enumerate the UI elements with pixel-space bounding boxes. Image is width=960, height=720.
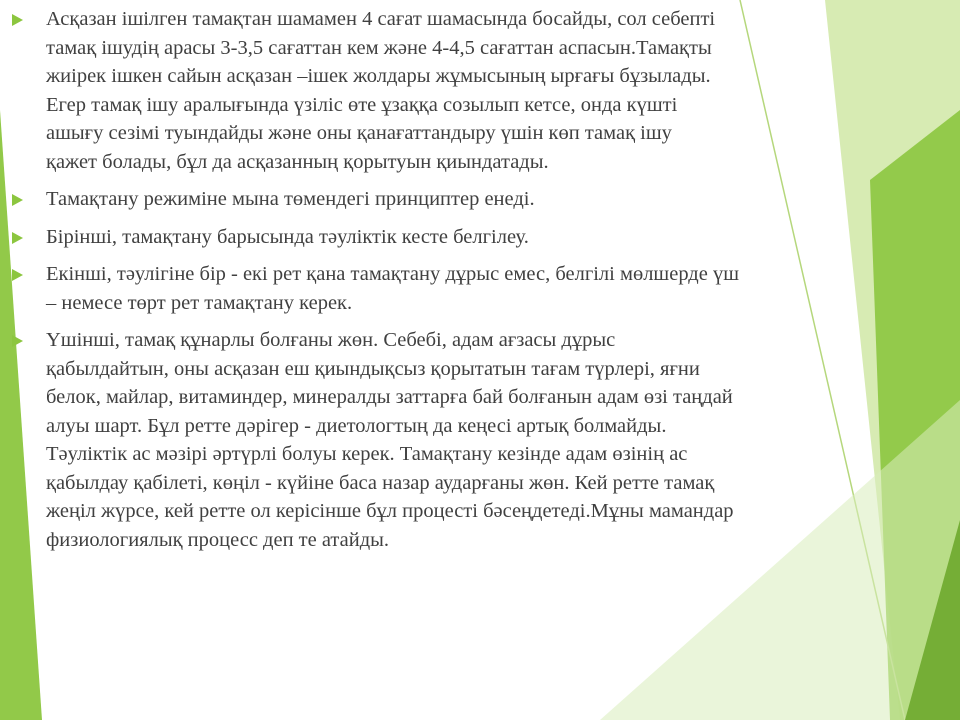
bullet-text-line: Тәуліктік ас мәзірі әртүрлі болуы керек. Тамақтану кезінде адам өзінің ас bbox=[46, 443, 688, 465]
triangle-bullet-icon bbox=[12, 194, 23, 206]
bullet-text-line: қажет болады, бұл да асқазанның қорытуын қиындатады. bbox=[46, 150, 549, 173]
bullet-text-line: алуы шарт. Бұл ретте дәрігер - диетологтың да кеңесі артық болмайды. bbox=[46, 414, 667, 437]
bullet-item bbox=[10, 5, 950, 176]
bullet-text-line: ашығу сезімі туындайды және оны қанағаттандыру үшін көп тамақ ішу bbox=[46, 122, 672, 144]
bullet-text-line: Бірінші, тамақтану барысында тәуліктік кесте белгілеу. bbox=[46, 225, 529, 248]
bullet-text-line: Тамақтану режиміне мына төмендегі принциптер енеді. bbox=[46, 188, 535, 210]
bullet-text-line: Егер тамақ ішу аралығында үзіліс өте ұзаққа созылып кетсе, онда күшті bbox=[46, 93, 678, 116]
bullet-text-line: Асқазан ішілген тамақтан шамамен 4 сағат шамасында босайды, сол себепті bbox=[46, 8, 716, 30]
bullet-item bbox=[10, 223, 950, 252]
bullet-text-line: қабылдау қабілеті, көңіл - күйіне баса назар аударғаны жөн. Кей ретте тамақ bbox=[46, 471, 715, 494]
triangle-bullet-icon bbox=[12, 14, 23, 26]
triangle-bullet-icon bbox=[12, 232, 23, 244]
bullet-text-line: жиірек ішкен сайын асқазан –ішек жолдары жұмысының ырғағы бұзылады. bbox=[46, 65, 711, 87]
bullet-text-line: – немесе төрт рет тамақтану керек. bbox=[46, 291, 353, 314]
slide-content bbox=[10, 0, 950, 554]
bullet-text-line: белок, майлар, витаминдер, минералды заттарға бай болғанын адам өзі таңдай bbox=[46, 386, 733, 408]
bullet-item bbox=[10, 260, 950, 317]
triangle-bullet-icon bbox=[12, 269, 23, 281]
bullet-text-line: Үшінші, тамақ құнарлы болғаны жөн. Себебі, адам ағзасы дұрыс bbox=[46, 329, 616, 351]
bullet-item bbox=[10, 326, 950, 554]
bullet-text-line: тамақ ішудің арасы 3-3,5 сағаттан кем және 4-4,5 сағаттан аспасын.Тамақты bbox=[46, 36, 712, 59]
bullet-text-line: қабылдайтын, оны асқазан еш қиындықсыз қорытатын тағам түрлері, яғни bbox=[46, 357, 700, 380]
bullet-text-line: жеңіл жүрсе, кей ретте ол керісінше бұл процесті бәсеңдетеді.Мұны мамандар bbox=[46, 500, 734, 522]
triangle-bullet-icon bbox=[12, 335, 23, 347]
bullet-text-line: физиологиялық процесс деп те атайды. bbox=[46, 528, 390, 551]
bullet-text-line: Екінші, тәулігіне бір - екі рет қана тамақтану дұрыс емес, белгілі мөлшерде үш bbox=[46, 263, 739, 285]
bullet-list bbox=[10, 5, 950, 554]
bullet-item bbox=[10, 185, 950, 214]
